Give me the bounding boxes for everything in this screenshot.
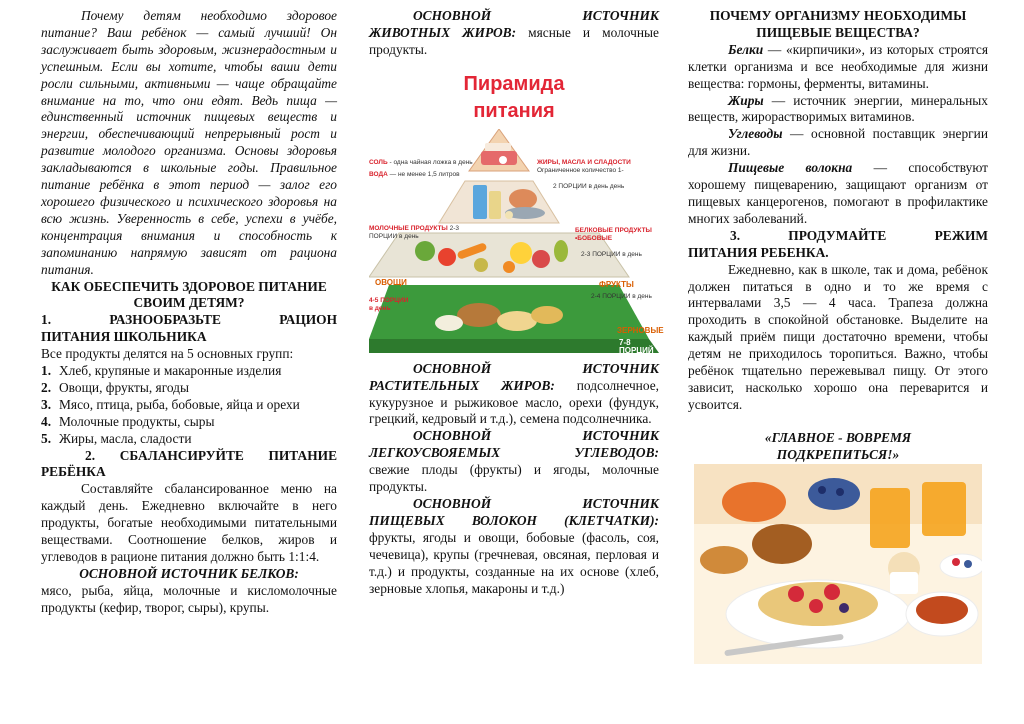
- section-2-title-line1: 2. СБАЛАНСИРУЙТЕ ПИТАНИЕ: [85, 447, 337, 463]
- column-left: [41, 8, 337, 617]
- pyramid-label-water: ВОДА — не менее 1,5 литров: [369, 170, 460, 178]
- list-item: 5. Жиры, масла, сладости: [41, 430, 192, 446]
- animal-fats-title-line2: ЖИВОТНЫХ ЖИРОВ:: [369, 24, 517, 40]
- list-item: 1. Хлеб, крупяные и макаронные изделия: [41, 363, 282, 379]
- section-1-title-line1: 1. РАЗНООБРАЗЬТЕ РАЦИОН: [41, 312, 337, 328]
- list-item: 2. Овощи, фрукты, ягоды: [41, 379, 189, 395]
- pyramid-label-salt: СОЛЬ - одна чайная ложка в день: [369, 158, 473, 166]
- section-3-title-line1: 3. ПРОДУМАЙТЕ РЕЖИМ: [730, 227, 988, 243]
- protein-source-title: ОСНОВНОЙ ИСТОЧНИК БЕЛКОВ:: [79, 565, 299, 581]
- plant-fats-text: подсолнечное, кукурузное и рыжиковое масло, орехи (фундук, грецкий, кедровый и т.д.), семена подсолнечника.: [369, 377, 659, 427]
- pyramid-label-protein-portions: 2-3 ПОРЦИИ в день: [581, 250, 642, 258]
- carbs-text: свежие плоды (фрукты) и ягоды, молочные продукты.: [369, 462, 659, 495]
- column-middle: [369, 8, 664, 597]
- protein-source-text: мясо, рыба, яйца, молочные и кисломолочные продукты (кефир, творог, сыры), крупы.: [41, 582, 337, 615]
- fiber-title-line2: ПИЩЕВЫХ ВОЛОКОН (КЛЕТЧАТКИ):: [369, 512, 659, 528]
- food-groups-list: [41, 363, 337, 448]
- section-3-title-line2: ПИТАНИЯ РЕБЕНКА.: [688, 244, 829, 260]
- carbs-title-line2: ЛЕГКОУСВОЯЕМЫХ УГЛЕВОДОВ:: [369, 445, 659, 461]
- proteins-paragraph: Белки — «кирпичики», из которых строятся клетки организма и все необходимые для жизни вещества: гормоны, ферменты, витамины.: [688, 41, 988, 91]
- breakfast-photo: [694, 464, 982, 664]
- plant-fats-title-line1: ОСНОВНОЙ ИСТОЧНИК: [413, 360, 659, 376]
- animal-fats-text: мясные и молочные продукты.: [369, 24, 659, 57]
- pyramid-label-fats: ЖИРЫ, МАСЛА И СЛАДОСТИ Ограниченное количество 1-: [537, 158, 631, 174]
- slogan-line2: ПОДКРЕПИТЬСЯ!»: [776, 446, 900, 462]
- slogan-line1: «ГЛАВНОЕ - ВОВРЕМЯ: [764, 429, 912, 445]
- section-1-title-line2: ПИТАНИЯ ШКОЛЬНИКА: [41, 329, 207, 345]
- plant-fats-title-line2: РАСТИТЕЛЬНЫХ ЖИРОВ:: [369, 377, 555, 393]
- groups-intro: Все продукты делятся на 5 основных групп:: [41, 346, 294, 362]
- section-heading: КАК ОБЕСПЕЧИТЬ ЗДОРОВОЕ ПИТАНИЕ СВОИМ ДЕТЯМ?: [51, 278, 327, 311]
- pyramid-label-vegetables: ОВОЩИ: [375, 277, 407, 287]
- pyramid-label-fruits: ФРУКТЫ: [599, 279, 634, 289]
- list-item: 4. Молочные продукты, сыры: [41, 413, 215, 429]
- pyramid-label-dairy: МОЛОЧНЫЕ ПРОДУКТЫ 2-3 ПОРЦИИ в день: [369, 224, 460, 240]
- fiber-paragraph: Пищевые волокна — способствуют хорошему пищеварению, защищают организм от пищевых канцерогенов, помогают в профилактике многих заболеваний.: [688, 160, 988, 226]
- fiber-title-line1: ОСНОВНОЙ ИСТОЧНИК: [413, 495, 659, 511]
- fiber-text: фрукты, ягоды и овощи, бобовые (фасоль, соя, чечевица), крупы (гречневая, овсяная, перловая и т.д.) и продукты, созданные на их основе (хлеб, зерновые хлопья, макароны и т.д.): [369, 529, 659, 596]
- nutrients-heading: ПОЧЕМУ ОРГАНИЗМУ НЕОБХОДИМЫ ПИЩЕВЫЕ ВЕЩЕСТВА?: [709, 8, 967, 40]
- pyramid-label-veg-portions: 4-5 ПОРЦИИ в день: [369, 296, 409, 312]
- carbs-paragraph: Углеводы — основной поставщик энергии для жизни.: [688, 126, 988, 159]
- pyramid-label-fruit-portions: 2-4 ПОРЦИИ в день: [591, 292, 652, 300]
- list-item: 3. Мясо, птица, рыба, бобовые, яйца и орехи: [41, 396, 300, 412]
- animal-fats-title-line1: ОСНОВНОЙ ИСТОЧНИК: [413, 8, 659, 23]
- regime-paragraph: Ежедневно, как в школе, так и дома, ребёнок должен питаться в одно и то же время с интервалами 3,5 — 4 часа. Трапеза должна проходить в спокойной обстановке. Выделите на каждый приём пищи достаточно времени, чтобы детям не приходилось торопиться. Важно, чтобы ребёнок тщательно пережевывал пищу. От этого зависит, насколько хорошо она переварится и усвоится.: [688, 261, 988, 412]
- pyramid-label-protein: БЕЛКОВЫЕ ПРОДУКТЫ •БОБОВЫЕ: [575, 226, 652, 242]
- column-right: [688, 8, 988, 664]
- food-pyramid-illustration: [369, 129, 664, 359]
- carbs-title-line1: ОСНОВНОЙ ИСТОЧНИК: [413, 428, 659, 444]
- pyramid-label-grains: ЗЕРНОВЫЕ: [617, 325, 664, 335]
- pyramid-label-fats-portions: 2 ПОРЦИИ в день день: [553, 182, 625, 190]
- fats-paragraph: Жиры — источник энергии, минеральных веществ, жирорастворимых витаминов.: [688, 92, 988, 125]
- pyramid-label-grain-portions: 7-8 ПОРЦИЙ: [619, 337, 654, 355]
- balance-paragraph: Составляйте сбалансированное меню на каждый день. Ежедневно включайте в него продукты, богатые необходимыми питательными веществами. Соотношение белков, жиров и углеводов в рационе питания должно быть 1:1:4.: [41, 481, 337, 564]
- section-2-title-line2: РЕБЁНКА: [41, 464, 106, 480]
- pyramid-title: Пирамида питания: [463, 72, 565, 122]
- intro-paragraph: Почему детям необходимо здоровое питание? Ваш ребёнок — самый лучший! Он заслуживает быть здоровым, жизнерадостным и успешным. Если вы хотите, чтобы ваши дети росли сильными, активными — чаще обращайте внимание на то, что они едят. Ведь пища — единственный источник пищевых веществ и энергии, обеспечивающий непрерывный рост и развитие молодого организма. Основы здоровья закладываются в школьные годы. Правильное питание ребёнка в этот период — залог его хорошего физического и психического здоровья на всю жизнь. Уверенность в себе, успехи в учёбе, концентрация внимания и способность к запоминанию напрямую зависят от рациона питания.: [41, 8, 337, 277]
